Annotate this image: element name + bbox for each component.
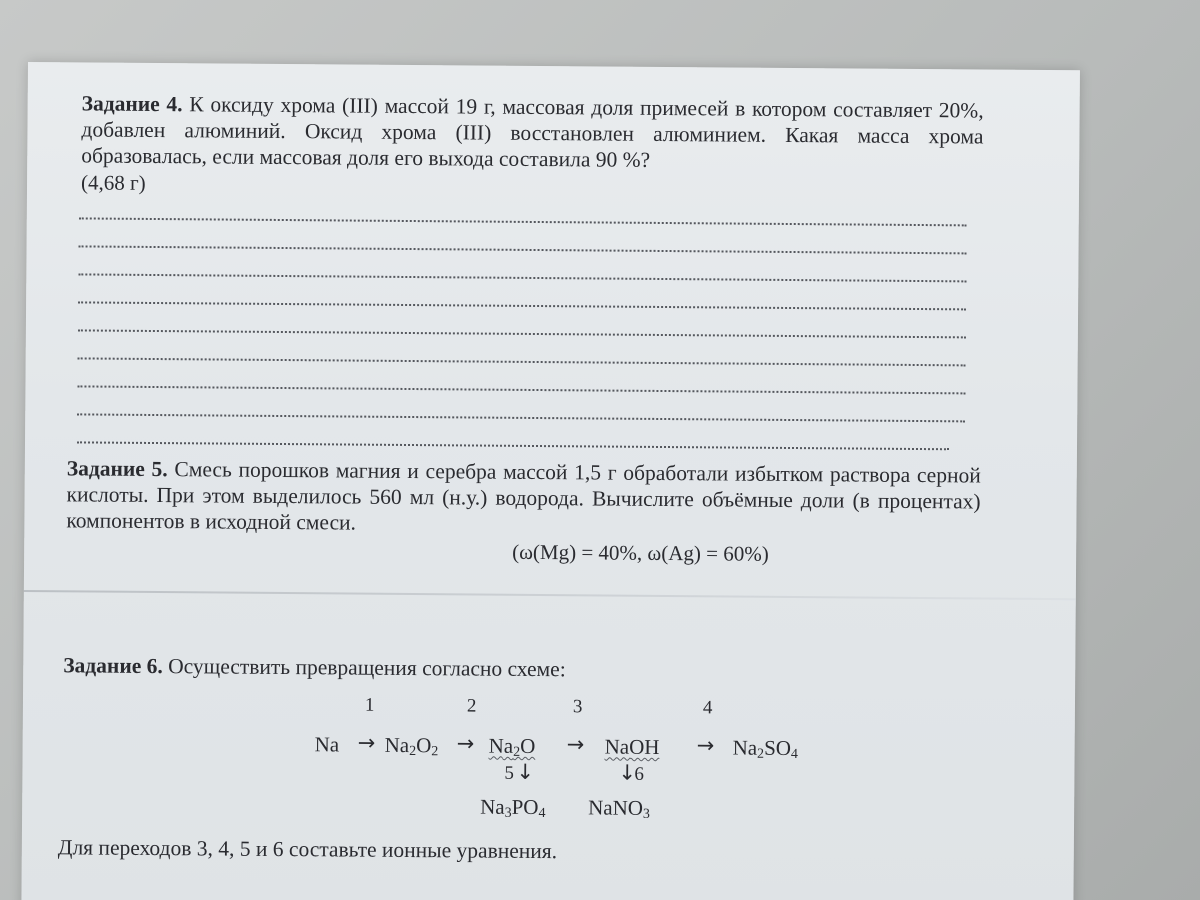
task4-label: Задание 4. — [81, 91, 183, 117]
task5-answer: (ω(Mg) = 40%, ω(Ag) = 60%) — [512, 539, 769, 566]
task4-answer: (4,68 г) — [80, 170, 146, 195]
task6-footer: Для переходов 3, 4, 5 и 6 составьте ионные уравнения. — [57, 835, 558, 864]
formula-na3po4: $Na_3PO_4$ — [480, 794, 546, 822]
task5-text: Смесь порошков магния и серебра массой 1,5 г обработали избытком раствора серной кислоты. При этом выделилось 560 мл (н.у.) водорода. Вычислите объёмные доли (в процентах) компонентов в исходной смеси. — [66, 457, 981, 535]
task6-label: Задание 6. — [63, 653, 163, 679]
formula-na2o2: $Na_2O_2$ — [384, 732, 439, 760]
formula-nano3: NaNO$_3$ — [588, 795, 650, 822]
formula-na2so4: $Na_2SO_4$ — [732, 735, 799, 763]
task6-paragraph — [63, 652, 963, 685]
step-number-6: 6 — [634, 763, 645, 785]
arrow-down-icon: ↓ — [618, 760, 637, 785]
formula-na2o: $Na_2O$ — [488, 733, 536, 760]
arrow-right-icon: → — [696, 733, 715, 758]
step-number-2: 2 — [466, 695, 477, 717]
arrow-down-icon: ↓ — [516, 759, 535, 784]
step-number-1: 1 — [364, 694, 375, 716]
arrow-right-icon: → — [357, 730, 376, 755]
formula-na: Na — [314, 732, 340, 757]
arrow-right-icon: → — [456, 731, 475, 756]
step-number-3: 3 — [572, 696, 583, 718]
formula-naoh: NaOH — [604, 734, 660, 759]
answer-line[interactable] — [77, 441, 949, 450]
answer-line[interactable] — [79, 217, 967, 226]
task6-text: Осуществить превращения согласно схеме: — [162, 654, 566, 682]
answer-line[interactable] — [77, 413, 965, 422]
arrow-right-icon: → — [566, 732, 585, 757]
answer-line[interactable] — [78, 301, 966, 310]
step-number-5: 5 — [504, 762, 515, 784]
step-number-4: 4 — [702, 697, 713, 719]
answer-line[interactable] — [79, 245, 967, 254]
task5-label: Задание 5. — [66, 456, 168, 482]
worksheet-page — [21, 62, 1080, 900]
paper-fold-line — [24, 590, 1076, 600]
answer-line[interactable] — [77, 385, 965, 394]
task4-paragraph — [81, 90, 984, 175]
answer-line[interactable] — [78, 273, 966, 282]
answer-line[interactable] — [78, 357, 966, 366]
answer-line[interactable] — [78, 329, 966, 338]
task5-paragraph — [66, 455, 981, 540]
task4-text: К оксиду хрома (III) массой 19 г, массовая доля примесей в котором составляет 20%, добавлен алюминий. Оксид хрома (III) восстановлен алюминием. Какая масса хрома образовалась, если массовая доля его выхода составила 90 %? — [81, 92, 984, 172]
